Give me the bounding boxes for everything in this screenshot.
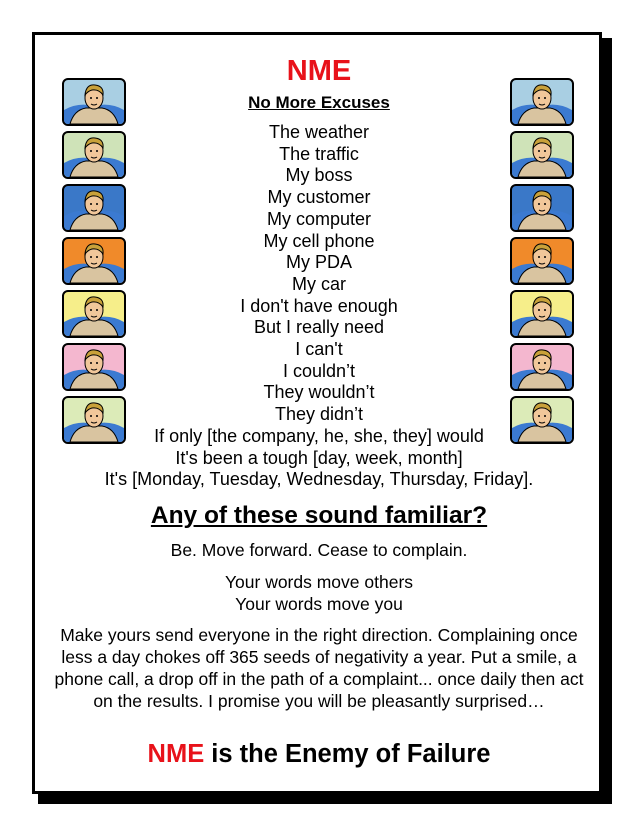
- superhero-icon: [510, 343, 574, 391]
- excuse-item: It's been a tough [day, week, month]: [175, 447, 463, 468]
- superhero-icon: [62, 290, 126, 338]
- words-block: [0, 571, 638, 615]
- excuse-item: My customer: [267, 187, 371, 208]
- subtitle: No More Excuses: [248, 93, 390, 112]
- excuse-item: They wouldn’t: [263, 382, 375, 403]
- superhero-icon: [510, 290, 574, 338]
- superhero-icon: [62, 237, 126, 285]
- footer-text: is the Enemy of Failure: [204, 740, 491, 768]
- excuse-item: My car: [292, 273, 346, 294]
- words-line: Your words move you: [235, 594, 403, 614]
- superhero-icon: [510, 78, 574, 126]
- superhero-icon: [62, 184, 126, 232]
- footer-tagline: [0, 740, 638, 769]
- title: NME: [286, 55, 352, 87]
- excuse-item: My PDA: [285, 252, 352, 273]
- superhero-icon: [510, 184, 574, 232]
- superhero-icon: [62, 396, 126, 444]
- excuse-item: But I really need: [253, 317, 385, 338]
- excuse-item: My boss: [285, 165, 353, 186]
- superhero-icon: [510, 131, 574, 179]
- excuse-item: My cell phone: [263, 230, 375, 251]
- superhero-icon: [510, 396, 574, 444]
- superhero-icon: [510, 237, 574, 285]
- excuse-item: The weather: [268, 122, 370, 142]
- footer-nme: NME: [147, 740, 205, 768]
- excuse-item: If only [the company, he, she, they] would: [154, 425, 484, 446]
- excuse-item: It's [Monday, Tuesday, Wednesday, Thursday, Friday].: [104, 469, 534, 490]
- excuse-item: I can't: [295, 339, 343, 360]
- excuse-item: They didn’t: [274, 404, 364, 425]
- excuse-item: I couldn’t: [282, 360, 356, 381]
- excuse-item: I don't have enough: [240, 295, 398, 316]
- excuse-item: My computer: [266, 208, 372, 229]
- superhero-icon: [62, 131, 126, 179]
- excuse-item: The traffic: [279, 143, 359, 164]
- motto: Be. Move forward. Cease to complain.: [170, 540, 468, 560]
- superhero-icon: [62, 78, 126, 126]
- closing-paragraph: Make yours send everyone in the right direction. Complaining once less a day chokes off 365 seeds of negativity a year. Put a smile, a phone call, a drop off in the path of a complaint... once daily then act on the results. I promise you will be pleasantly surprised…: [54, 625, 584, 711]
- words-line: Your words move others: [224, 572, 414, 592]
- superhero-icon: [62, 343, 126, 391]
- question-heading: Any of these sound familiar?: [150, 502, 488, 529]
